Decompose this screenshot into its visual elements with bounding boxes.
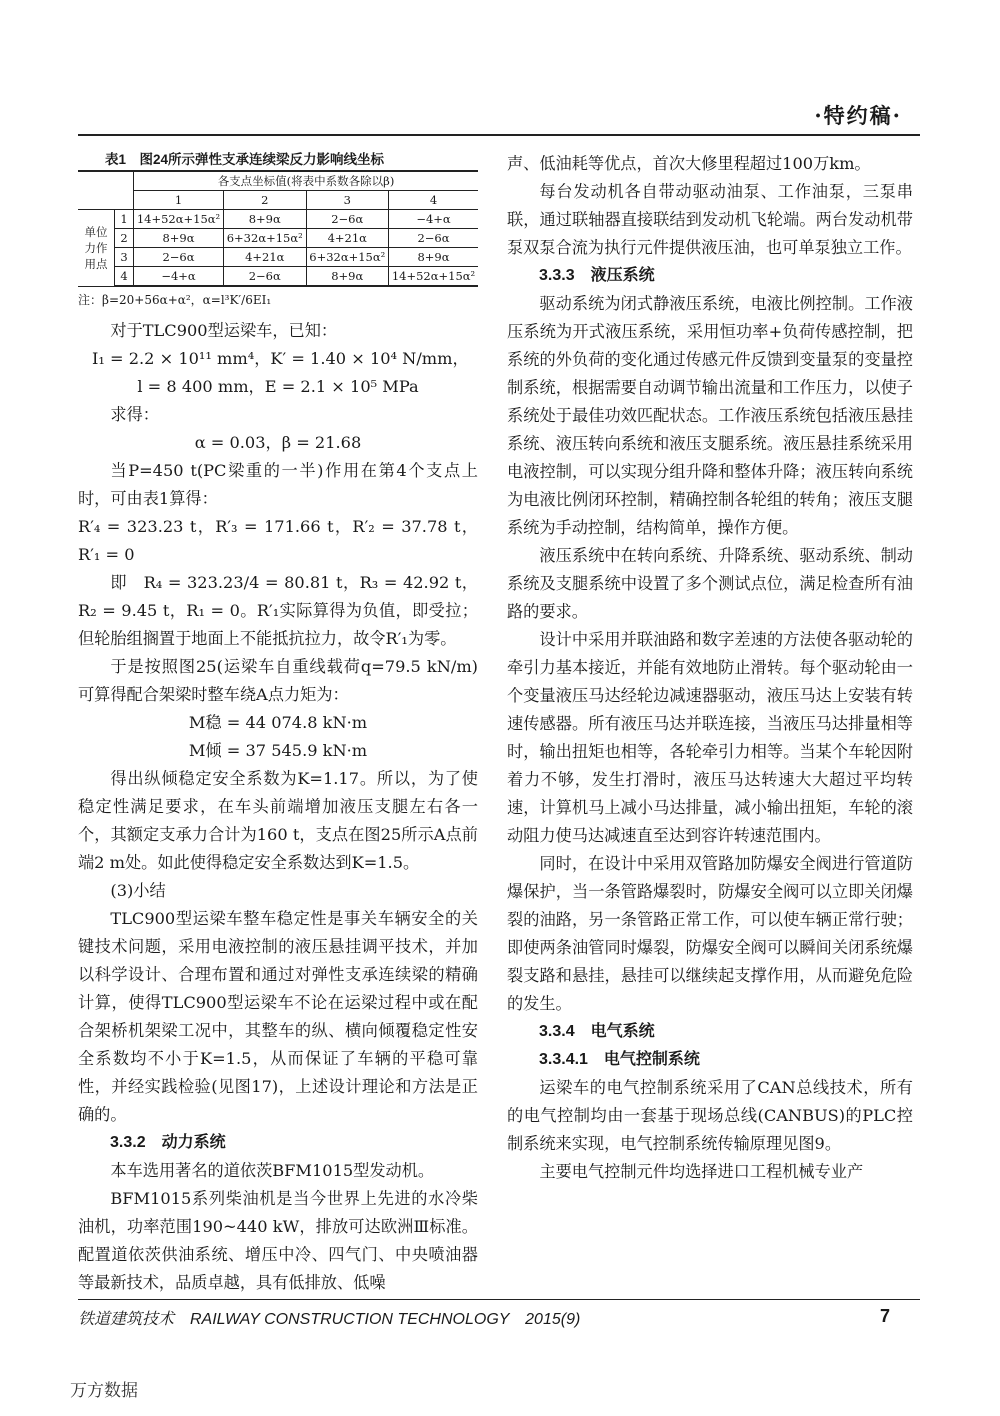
formula: M倾 = 37 545.9 kN·m [188, 741, 368, 760]
table-group-header: 各支点坐标值(将表中系数各除以β) [134, 171, 479, 191]
table-caption: 表1 图24所示弹性支承连续梁反力影响线坐标 [105, 152, 385, 167]
table-cell: 6+32α+15α² [306, 248, 389, 267]
right-column [507, 150, 913, 1186]
paragraph: 每台发动机各自带动驱动油泵、工作油泵，三泵串联，通过联轴器直接联结到发动机飞轮端。两台发动机带泵双泵合流为执行元件提供液压油，也可单泵独立工作。 [507, 182, 913, 257]
table-cell: 14+52α+15α² [389, 267, 478, 287]
table-row-label: 4 [115, 267, 134, 287]
paragraph: 于是按照图25(运梁车自重线载荷q=79.5 kN/m)可算得配合架梁时整车绕A点力矩为： [78, 657, 478, 704]
watermark: 万方数据 [70, 1381, 138, 1400]
section-heading: 3.3.3 液压系统 [539, 267, 655, 284]
paragraph: 设计中采用并联油路和数字差速的方法使各驱动轮的牵引力基本接近，并能有效地防止滑转。每个驱动轮由一个变量液压马达经轮边减速器驱动，液压马达上安装有转速传感器。所有液压马达并联连接，当液压马达排量相等时，输出扭矩也相等，各轮牵引力相等。当某个车轮因附着力不够，发生打滑时，液压马达转速大大超过平均转速，计算机马上减小马达排量，减小输出扭矩，车轮的滚动阻力使马达减速直至达到容许转速范围内。 [507, 630, 913, 845]
table-cell: −4+α [389, 210, 478, 229]
paragraph: 液压系统中在转向系统、升降系统、驱动系统、制动系统及支腿系统中设置了多个测试点位，满足检查所有油路的要求。 [507, 546, 913, 621]
table-row-label: 2 [115, 229, 134, 248]
table-cell: 2−6α [306, 210, 389, 229]
table-cell: 8+9α [223, 210, 306, 229]
table-row [78, 191, 478, 210]
table-col-header: 3 [306, 191, 389, 210]
table-row-label: 3 [115, 248, 134, 267]
paragraph: 同时，在设计中采用双管路加防爆安全阀进行管道防爆保护，当一条管路爆裂时，防爆安全阀可以立即关闭爆裂的油路，另一条管路正常工作，可以使车辆正常行驶；即使两条油管同时爆裂，防爆安全阀可以瞬间关闭系统爆裂支路和悬挂，悬挂可以继续起支撑作用，从而避免危险的发生。 [507, 854, 913, 1013]
table-cell: 14+52α+15α² [134, 210, 224, 229]
left-column [78, 150, 478, 1297]
header-rule [78, 134, 920, 136]
table-cell: 8+9α [306, 267, 389, 287]
formula: α = 0.03，β = 21.68 [194, 433, 362, 452]
header-tag: ·特约稿· [814, 103, 902, 128]
table-cell: 6+32α+15α² [223, 229, 306, 248]
paragraph: 本车选用著名的道依茨BFM1015型发动机。 [110, 1161, 435, 1180]
formula: M稳 = 44 074.8 kN·m [188, 713, 368, 732]
section-heading: 3.3.4 电气系统 [539, 1023, 655, 1040]
paragraph: 驱动系统为闭式静液压系统，电液比例控制。工作液压系统为开式液压系统，采用恒功率+负荷传感控制，把系统的外负荷的变化通过传感元件反馈到变量泵的变量控制系统，根据需要自动调节输出流量和工作压力，以使子系统处于最佳功效匹配状态。工作液压系统包括液压悬挂系统、液压转向系统和液压支腿系统。液压悬挂系统采用电液控制，可以实现分组升降和整体升降；液压转向系统为电液比例闭环控制，精确控制各轮组的转角；液压支腿系统为手动控制，结构简单，操作方便。 [507, 294, 913, 537]
table-row-group-label: 单位力作用点 [78, 210, 115, 287]
formula: I₁ = 2.2 × 10¹¹ mm⁴，K′ = 1.40 × 10⁴ N/mm， [92, 349, 469, 368]
subsection-heading: 3.3.4.1 电气控制系统 [539, 1051, 700, 1068]
table-row [78, 171, 478, 191]
table-cell: 4+21α [306, 229, 389, 248]
paragraph: 得出纵倾稳定安全系数为K=1.17。所以，为了使稳定性满足要求，在车头前端增加液压支腿左右各一个，其额定支承力合计为160 t，支点在图25所示A点前端2 m处。如此使得稳定安全系数达到K=1.5。 [78, 769, 478, 872]
paragraph: 即 R₄ = 323.23/4 = 80.81 t，R₃ = 42.92 t，R₂ = 9.45 t，R₁ = 0。R′₁实际算得为负值，即受拉；但轮胎组搁置于地面上不能抵抗拉力，故令R′₁为零。 [78, 573, 478, 648]
paragraph: 运梁车的电气控制系统采用了CAN总线技术，所有的电气控制均由一套基于现场总线(CANBUS)的PLC控制系统来实现，电气控制系统传输原理见图9。 [507, 1078, 913, 1153]
paragraph: 当P=450 t(PC梁重的一半)作用在第4个支点上时，可由表1算得： [78, 461, 478, 508]
table-cell: −4+α [134, 267, 224, 287]
page-number: 7 [879, 1306, 890, 1326]
table-row [78, 267, 478, 287]
table-note: 注：β=20+56α+α²，α=l³K′/6EI₁ [78, 293, 272, 307]
table-col-header: 1 [134, 191, 224, 210]
table-cell: 8+9α [134, 229, 224, 248]
table-col-header: 2 [223, 191, 306, 210]
paragraph: 对于TLC900型运梁车，已知： [110, 321, 338, 340]
paragraph: 声、低油耗等优点，首次大修里程超过100万km。 [507, 154, 871, 173]
journal-name: 铁道建筑技术 RAILWAY CONSTRUCTION TECHNOLOGY 2015(9) [78, 1311, 581, 1328]
paragraph: 主要电气控制元件均选择进口工程机械专业产 [539, 1162, 864, 1181]
footer-rule [78, 1299, 920, 1300]
section-heading: 3.3.2 动力系统 [110, 1134, 226, 1151]
table-row [78, 248, 478, 267]
table-corner-cell [78, 171, 134, 210]
formula: R′₄ = 323.23 t，R′₃ = 171.66 t，R′₂ = 37.78 t，R′₁ = 0 [78, 517, 478, 564]
coefficient-table [78, 170, 478, 287]
table-cell: 2−6α [389, 229, 478, 248]
table-cell: 8+9α [389, 248, 478, 267]
table-row [78, 229, 478, 248]
table-row-label: 1 [115, 210, 134, 229]
table-cell: 4+21α [223, 248, 306, 267]
footer [78, 1306, 920, 1329]
paragraph: BFM1015系列柴油机是当今世界上先进的水冷柴油机，功率范围190~440 kW，排放可达欧洲Ⅲ标准。配置道依茨供油系统、增压中冷、四气门、中央喷油器等最新技术，品质卓越，具有低排放、低噪 [78, 1189, 478, 1292]
table-cell: 2−6α [134, 248, 224, 267]
table-cell: 2−6α [223, 267, 306, 287]
formula: l = 8 400 mm，E = 2.1 × 10⁵ MPa [137, 377, 419, 396]
paragraph: 求得： [110, 405, 159, 424]
table-row [78, 210, 478, 229]
paragraph: TLC900型运梁车整车稳定性是事关车辆安全的关键技术问题，采用电液控制的液压悬挂调平技术，并加以科学设计、合理布置和通过对弹性支承连续梁的精确计算，使得TLC900型运梁车不论在运梁过程中或在配合架桥机架梁工况中，其整车的纵、横向倾覆稳定性安全系数均不小于K=1.5，从而保证了车辆的平稳可靠性，并经实践检验(见图17)，上述设计理论和方法是正确的。 [78, 909, 478, 1124]
table-col-header: 4 [389, 191, 478, 210]
paragraph: (3)小结 [110, 881, 166, 900]
